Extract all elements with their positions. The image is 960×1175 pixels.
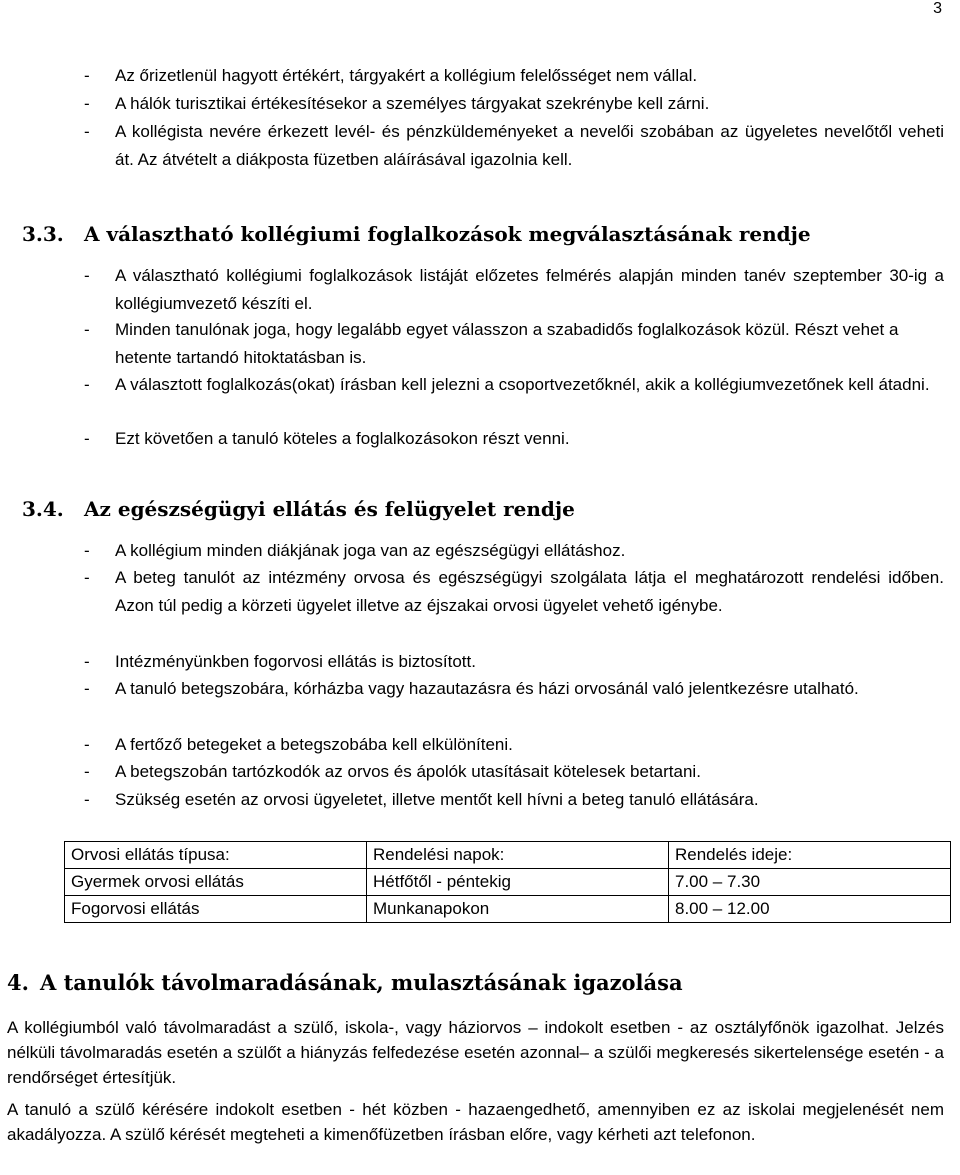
list-item: - Minden tanulónak joga, hogy legalább egyet válasszon a szabadidős foglalkozások közül. Részt vehet a hetente tartandó hitoktatásban is. <box>84 316 944 372</box>
list-item: - A választott foglalkozás(okat) írásban kell jelezni a csoportvezetőknél, akik a kollégiumvezetőnek kell átadni. <box>84 371 944 399</box>
list-item-text: A választható kollégiumi foglalkozások listáját előzetes felmérés alapján minden tanév szeptember 30-ig a kollégiumvezető készíti el. <box>115 266 944 313</box>
list-item-text: Szükség esetén az orvosi ügyeletet, illetve mentőt kell hívni a beteg tanuló ellátására. <box>115 790 759 809</box>
section-heading: A tanulók távolmaradásának, mulasztásának igazolása <box>40 970 683 995</box>
list-item-text: Minden tanulónak joga, hogy legalább egyet válasszon a szabadidős foglalkozások közül. Részt vehet a hetente tartandó hitoktatásban is. <box>115 320 899 367</box>
section-number: 4. <box>7 970 29 995</box>
list-item: - A betegszobán tartózkodók az orvos és ápolók utasításait kötelesek betartani. <box>84 758 944 786</box>
table-header-cell: Orvosi ellátás típusa: <box>65 842 367 869</box>
table-header-cell: Rendelési napok: <box>367 842 669 869</box>
list-item: - Ezt követően a tanuló köteles a foglalkozásokon részt venni. <box>84 425 944 453</box>
list-item: - A kollégium minden diákjának joga van az egészségügyi ellátáshoz. <box>84 537 944 565</box>
list-item-text: Intézményünkben fogorvosi ellátás is biztosított. <box>115 652 476 671</box>
list-item-text: A kollégista nevére érkezett levél- és pénzküldeményeket a nevelői szobában az ügyeletes nevelőtől veheti át. Az átvételt a diákposta füzetben aláírásával igazolnia kell. <box>115 122 944 169</box>
table-cell: Hétfőtől - péntekig <box>367 869 669 896</box>
table-cell: 7.00 – 7.30 <box>669 869 951 896</box>
section-number: 3.3. <box>22 222 64 246</box>
list-item-text: A betegszobán tartózkodók az orvos és ápolók utasításait kötelesek betartani. <box>115 762 701 781</box>
page-number: 3 <box>933 0 942 17</box>
list-item: - Az őrizetlenül hagyott értékért, tárgyakért a kollégium felelősséget nem vállal. <box>84 62 944 90</box>
list-item-text: A beteg tanulót az intézmény orvosa és egészségügyi szolgálata látja el meghatározott rendelési időben. Azon túl pedig a körzeti ügyelet illetve az éjszakai orvosi ügyelet vehető igénybe. <box>115 568 944 615</box>
list-item: - A fertőző betegeket a betegszobába kell elkülöníteni. <box>84 731 944 759</box>
list-item-text: Az őrizetlenül hagyott értékért, tárgyakért a kollégium felelősséget nem vállal. <box>115 66 698 85</box>
list-item-text: Ezt követően a tanuló köteles a foglalkozásokon részt venni. <box>115 429 570 448</box>
list-item-text: A hálók turisztikai értékesítésekor a személyes tárgyakat szekrénybe kell zárni. <box>115 94 710 113</box>
list-item: - A választható kollégiumi foglalkozások listáját előzetes felmérés alapján minden tanév szeptember 30-ig a kollégiumvezető készíti el. <box>84 262 944 318</box>
section-number: 3.4. <box>22 497 64 521</box>
list-item: - Intézményünkben fogorvosi ellátás is biztosított. <box>84 648 944 676</box>
list-item-text: A fertőző betegeket a betegszobába kell elkülöníteni. <box>115 735 513 754</box>
list-item: - A kollégista nevére érkezett levél- és pénzküldeményeket a nevelői szobában az ügyeletes nevelőtől veheti át. Az átvételt a diákposta füzetben aláírásával igazolnia kell. <box>84 118 944 174</box>
paragraph: A tanuló a szülő kérésére indokolt esetben - hét közben - hazaengedhető, amennyiben ez az iskolai megjelenését nem akadályozza. A szülő kérését megteheti a kimenőfüzetben írásban előre, vagy kérheti azt telefonon. <box>7 1100 944 1144</box>
table-cell: 8.00 – 12.00 <box>669 896 951 923</box>
list-item-text: A választott foglalkozás(okat) írásban kell jelezni a csoportvezetőknél, akik a kollégiumvezetőnek kell átadni. <box>115 375 930 394</box>
table-header-cell: Rendelés ideje: <box>669 842 951 869</box>
table-cell: Fogorvosi ellátás <box>65 896 367 923</box>
list-item: - A tanuló betegszobára, kórházba vagy hazautazásra és házi orvosánál való jelentkezésre utalható. <box>84 675 944 703</box>
section-heading: Az egészségügyi ellátás és felügyelet rendje <box>84 497 575 521</box>
section-heading: A választható kollégiumi foglalkozások megválasztásának rendje <box>84 222 811 246</box>
medical-care-table <box>64 841 951 923</box>
paragraph: A kollégiumból való távolmaradást a szülő, iskola-, vagy háziorvos – indokolt esetben - az osztályfőnök igazolhat. Jelzés nélküli távolmaradás esetén a szülőt a hiányzás felfedezése esetén azonnal– a szülői megkeresés sikertelensége esetén - a rendőrséget értesítjük. <box>7 1018 944 1087</box>
list-item-text: A tanuló betegszobára, kórházba vagy hazautazásra és házi orvosánál való jelentkezésre utalható. <box>115 679 859 698</box>
table-cell: Gyermek orvosi ellátás <box>65 869 367 896</box>
table-header-row <box>65 842 951 869</box>
list-item: - A beteg tanulót az intézmény orvosa és egészségügyi szolgálata látja el meghatározott rendelési időben. Azon túl pedig a körzeti ügyelet illetve az éjszakai orvosi ügyelet vehető igénybe. <box>84 564 944 620</box>
list-item-text: A kollégium minden diákjának joga van az egészségügyi ellátáshoz. <box>115 541 626 560</box>
table-row <box>65 869 951 896</box>
table-row <box>65 896 951 923</box>
list-item: - Szükség esetén az orvosi ügyeletet, illetve mentőt kell hívni a beteg tanuló ellátására. <box>84 786 944 814</box>
table-cell: Munkanapokon <box>367 896 669 923</box>
list-item: - A hálók turisztikai értékesítésekor a személyes tárgyakat szekrénybe kell zárni. <box>84 90 944 118</box>
